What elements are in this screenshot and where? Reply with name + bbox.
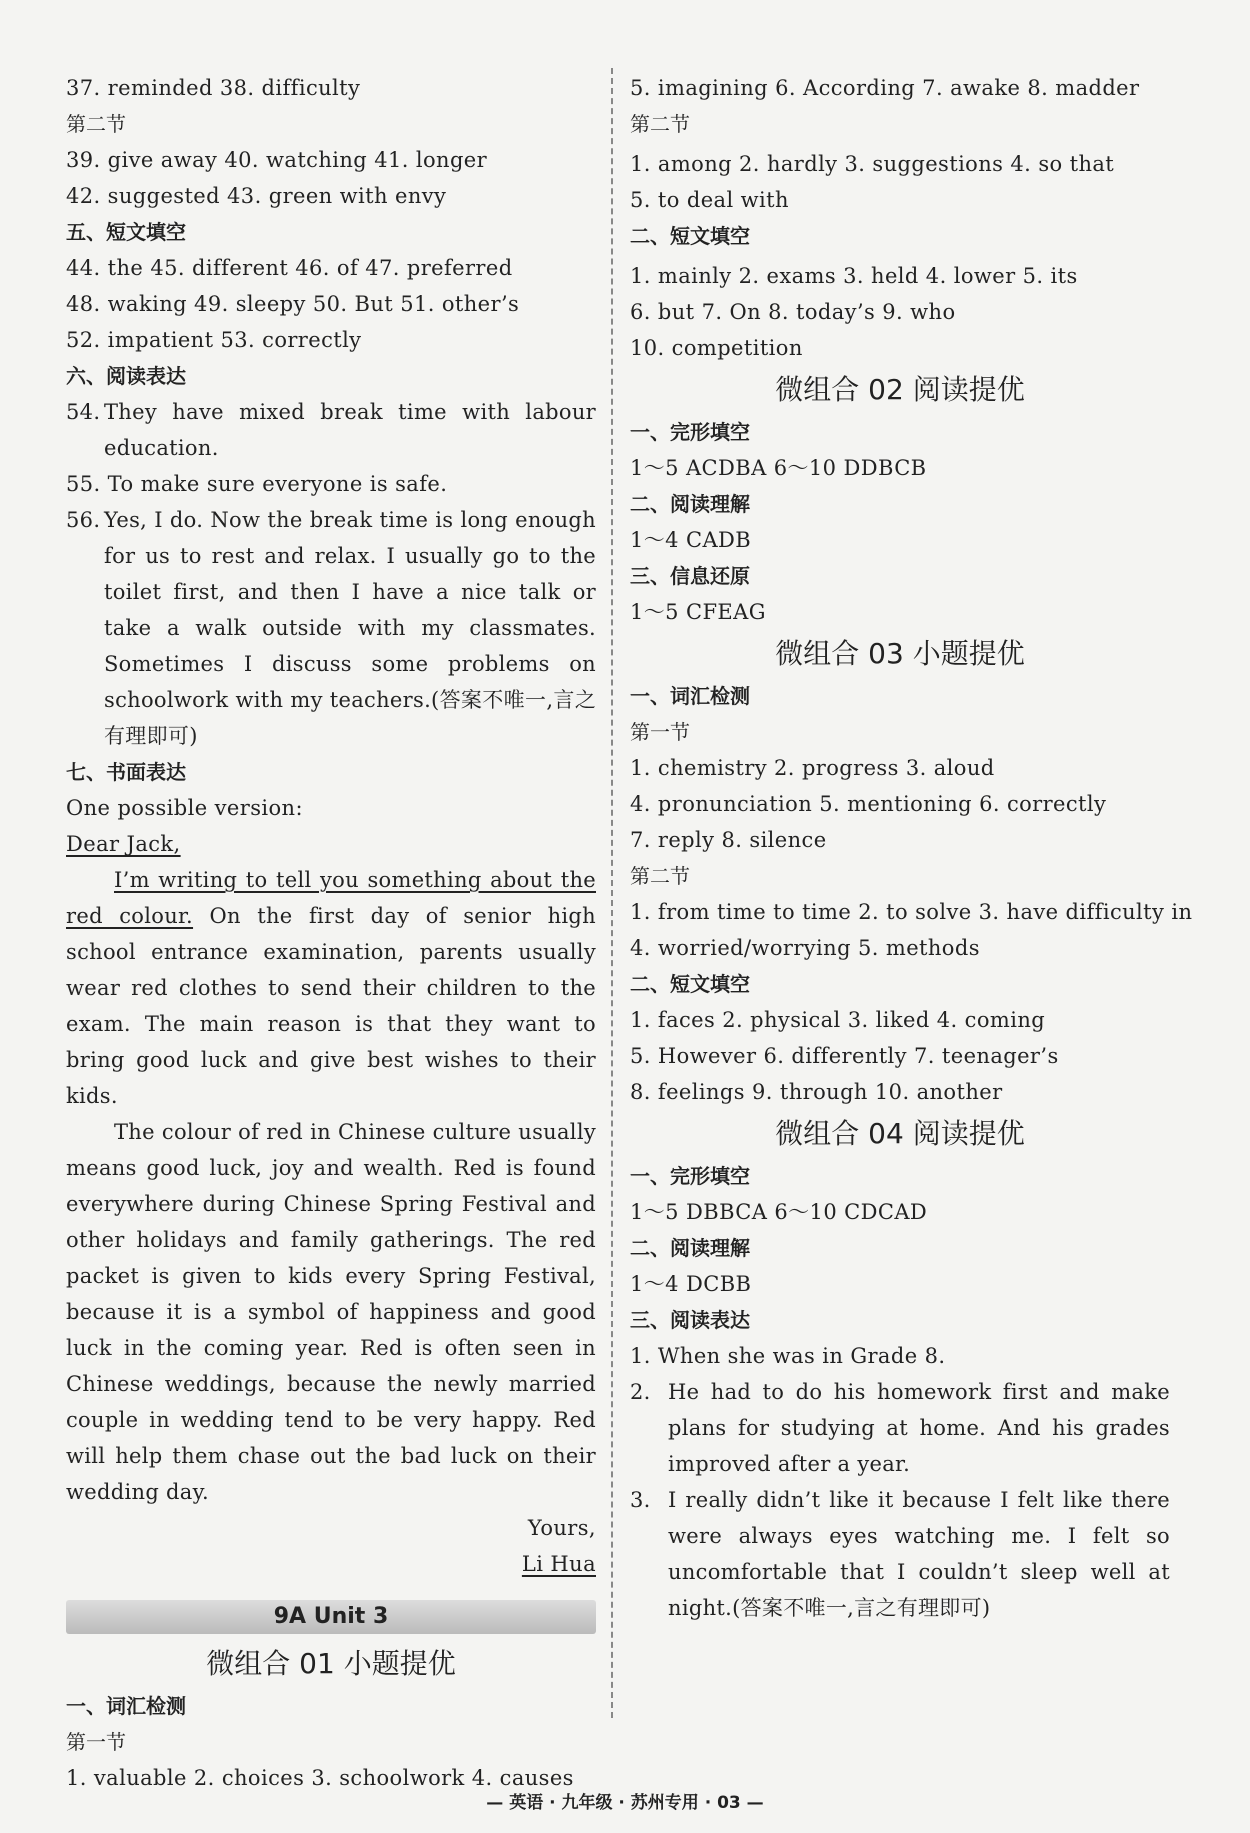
answer-line: 1～4 CADB: [630, 528, 752, 552]
group-title: 微组合 04 阅读提优: [775, 1117, 1025, 1150]
answer-line: 1. chemistry 2. progress 3. aloud: [630, 756, 995, 780]
answer-line: 37. reminded 38. difficulty: [66, 76, 361, 100]
answer-line: 1. mainly 2. exams 3. held 4. lower 5. its: [630, 264, 1078, 288]
answer-line: 5. to deal with: [630, 188, 789, 212]
answer-line: 5. imagining 6. According 7. awake 8. madder: [630, 76, 1140, 100]
answer-text: Yes, I do. Now the break time is long enough for us to rest and relax. I usually go to the toilet first, and then I have a nice talk or take a walk outside with my classmates. Sometimes I discuss some problems on schoolwork with my teachers.(答案不唯一,言之有理即可): [104, 508, 596, 748]
section-label: 第一节: [630, 720, 690, 744]
answer-line: 10. competition: [630, 336, 803, 360]
section-heading: 二、短文填空: [630, 972, 750, 996]
section-heading: 二、短文填空: [630, 224, 750, 248]
answer-line: 42. suggested 43. green with envy: [66, 184, 447, 208]
answer-line: 8. feelings 9. through 10. another: [630, 1080, 1003, 1104]
answer-paragraph: [66, 502, 596, 754]
answer-text: I really didn’t like it because I felt like there were always eyes watching me. I felt so uncomfortable that I couldn’t sleep well at night.(答案不唯一,言之有理即可): [668, 1488, 1170, 1620]
essay-closing: Yours,: [527, 1516, 596, 1540]
answer-paragraph: [66, 394, 596, 466]
section-heading: 三、信息还原: [630, 564, 750, 588]
section-heading: 五、短文填空: [66, 220, 186, 244]
section-heading: 七、书面表达: [66, 760, 186, 784]
answer-line: 7. reply 8. silence: [630, 828, 827, 852]
question-number: 3.: [630, 1488, 651, 1512]
right-column: [630, 70, 1193, 1626]
section-label: 第二节: [630, 112, 690, 136]
section-heading: 六、阅读表达: [66, 364, 186, 388]
group-title: 微组合 01 小题提优: [206, 1647, 456, 1680]
section-label: 第二节: [66, 112, 126, 136]
answer-line: 44. the 45. different 46. of 47. preferred: [66, 256, 513, 280]
answer-line: 4. pronunciation 5. mentioning 6. correctly: [630, 792, 1107, 816]
essay-paragraph: [66, 862, 596, 1114]
answer-line: 1～5 CFEAG: [630, 600, 766, 624]
answer-line: 1. faces 2. physical 3. liked 4. coming: [630, 1008, 1046, 1032]
signature-text: Li Hua: [521, 1552, 596, 1576]
answer-line: 1. valuable 2. choices 3. schoolwork 4. causes: [66, 1766, 574, 1790]
section-heading: 三、阅读表达: [630, 1308, 750, 1332]
question-number: 2.: [630, 1380, 651, 1404]
answer-text: He had to do his homework first and make plans for studying at home. And his grades improved after a year.: [668, 1380, 1170, 1476]
answer-line: 6. but 7. On 8. today’s 9. who: [630, 300, 956, 324]
section-heading: 二、阅读理解: [630, 492, 750, 516]
answer-line: 52. impatient 53. correctly: [66, 328, 362, 352]
answer-line: 1～5 ACDBA 6～10 DDBCB: [630, 456, 927, 480]
essay-intro: One possible version:: [66, 796, 303, 820]
answer-line: 1. When she was in Grade 8.: [630, 1344, 946, 1368]
section-label: 第二节: [630, 864, 690, 888]
answer-line: 1. from time to time 2. to solve 3. have difficulty in: [630, 900, 1193, 924]
topic-sentence: I’m writing to tell you something about the red colour.: [66, 868, 596, 928]
page-footer: — 英语 · 九年级 · 苏州专用 · 03 —: [486, 1793, 764, 1813]
answer-line: 1～4 DCBB: [630, 1272, 752, 1296]
section-heading: 一、词汇检测: [630, 684, 750, 708]
answer-line: 1～5 DBBCA 6～10 CDCAD: [630, 1200, 928, 1224]
paragraph-text: On the first day of senior high school entrance examination, parents usually wear red clothes to send their children to the exam. The main reason is that they want to bring good luck and give best wishes to their kids.: [66, 904, 596, 1108]
section-heading: 一、完形填空: [630, 1164, 750, 1188]
section-heading: 二、阅读理解: [630, 1236, 750, 1260]
essay-paragraph: The colour of red in Chinese culture usually means good luck, joy and wealth. Red is found everywhere during Chinese Spring Festival and other holidays and family gatherings. The red packet is given to kids every Spring Festival, because it is a symbol of happiness and good luck in the coming year. Red is often seen in Chinese weddings, because the newly married couple in wedding tend to be very happy. Red will help them chase out the bad luck on their wedding day.: [66, 1120, 596, 1504]
essay-signature: [66, 1546, 596, 1582]
section-label: 第一节: [66, 1730, 126, 1754]
group-title: 微组合 03 小题提优: [775, 637, 1025, 670]
question-number: 54.: [66, 400, 101, 424]
answer-paragraph: [630, 1482, 1170, 1626]
answer-paragraph: [630, 1374, 1170, 1482]
essay-salutation: [66, 826, 596, 862]
answer-text: They have mixed break time with labour education.: [104, 400, 596, 460]
question-number: 56.: [66, 508, 101, 532]
section-heading: 一、词汇检测: [66, 1694, 186, 1718]
unit-banner: 9A Unit 3: [66, 1600, 596, 1634]
column-divider: [611, 68, 613, 1718]
section-heading: 一、完形填空: [630, 420, 750, 444]
answer-line: 4. worried/worrying 5. methods: [630, 936, 980, 960]
answer-line: 5. However 6. differently 7. teenager’s: [630, 1044, 1059, 1068]
left-column: [66, 70, 596, 1796]
answer-line: 48. waking 49. sleepy 50. But 51. other’s: [66, 292, 520, 316]
answer-line: 39. give away 40. watching 41. longer: [66, 148, 488, 172]
answer-line: 1. among 2. hardly 3. suggestions 4. so that: [630, 152, 1115, 176]
answer-line: 55. To make sure everyone is safe.: [66, 472, 448, 496]
salutation-text: Dear Jack,: [66, 832, 181, 856]
group-title: 微组合 02 阅读提优: [775, 373, 1025, 406]
